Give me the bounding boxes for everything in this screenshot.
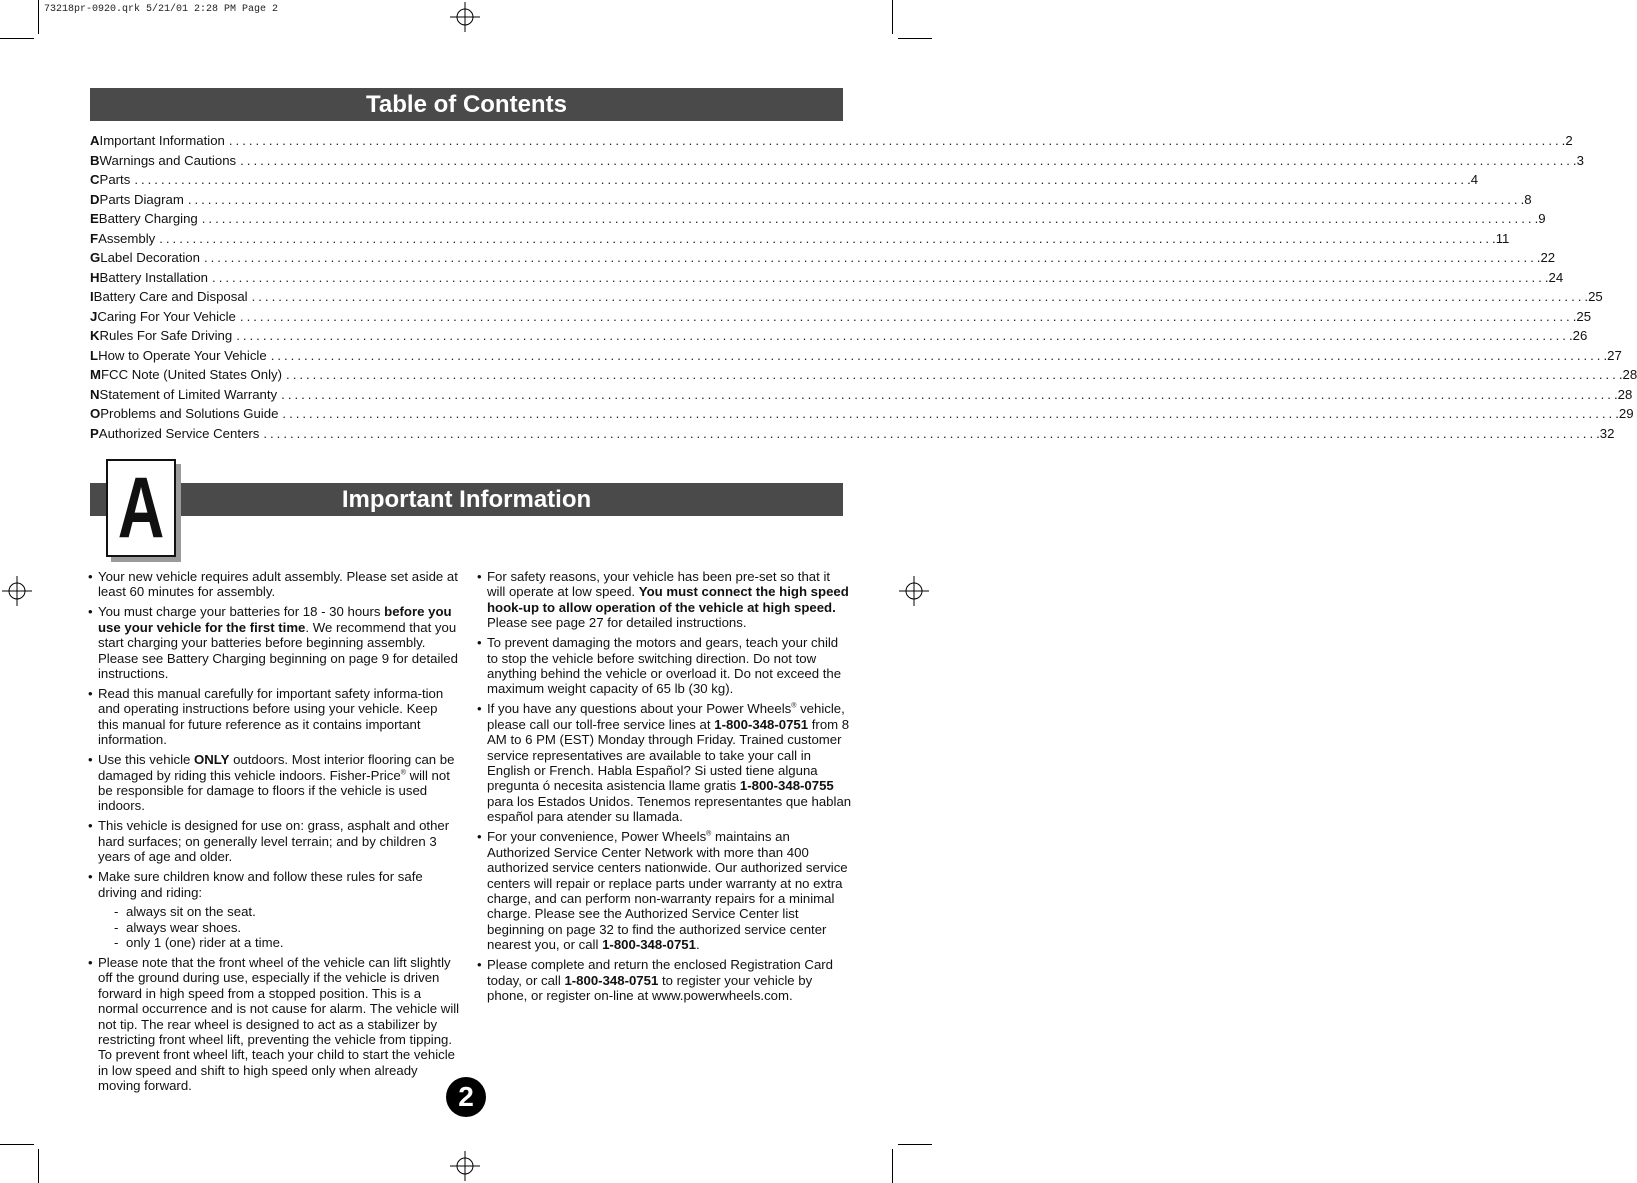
registration-mark-icon (450, 1151, 480, 1181)
toc-page: .26 (1568, 328, 1588, 343)
toc-letter: I (90, 289, 94, 304)
toc-title: Warnings and Cautions (99, 152, 237, 168)
toc-page: .29 (1615, 406, 1634, 421)
page-number-badge: 2 (446, 1077, 486, 1117)
toc-title: Important Information (99, 133, 225, 148)
toc-title: Parts (99, 172, 131, 187)
toc-title: FCC Note (United States Only) (101, 367, 283, 382)
toc-title: How to Operate Your Vehicle (98, 347, 267, 363)
toc-row (90, 250, 1556, 270)
toc-leader-dots: ........................................................................................................................................................................................................ (282, 406, 1616, 421)
toc-title: Parts Diagram (99, 191, 184, 207)
section-letter: A (117, 460, 165, 556)
toc-page: .9 (1534, 211, 1546, 226)
list-item: • For your convenience, Power Wheels® maintains an Authorized Service Center Network with more than 400 authorized service centers nationwide. Our authorized service centers will repair or replace parts under warranty at no extra charge, and can perform non-warranty repairs for a minimal charge. Please see the Authorized Service Center list beginning on page 32 to find the authorized service center nearest you, or call 1-800-348-0751. (477, 829, 852, 952)
crop-mark (898, 38, 932, 39)
toc-title: Assembly (98, 230, 156, 246)
toc-letter: B (90, 152, 100, 168)
toc-leader-dots: ........................................................................................................................................................................................................ (251, 289, 1585, 304)
list-item: • This vehicle is designed for use on: grass, asphalt and other hard surfaces; on generally level terrain; and by children 3 years of age and older. (88, 818, 460, 864)
toc-row (90, 172, 1479, 192)
toc-leader-dots: ........................................................................................................................................................................................................ (228, 133, 1562, 148)
left-column (88, 569, 460, 1098)
toc-letter: K (90, 328, 100, 343)
toc-leader-dots: ........................................................................................................................................................................................................ (240, 152, 1573, 168)
toc-letter: C (90, 172, 100, 187)
crop-mark (0, 1144, 34, 1145)
toc-letter: M (90, 367, 101, 382)
rule-item: - always wear shoes. (114, 920, 460, 935)
toc-row (90, 289, 1603, 309)
toc-list (90, 133, 1637, 445)
toc-letter: N (90, 386, 100, 402)
toc-letter: F (90, 230, 99, 246)
toc-row (90, 406, 1634, 426)
toc-row (90, 386, 1633, 407)
toc-leader-dots: ........................................................................................................................................................................................................ (236, 328, 1569, 343)
toc-leader-dots: ........................................................................................................................................................................................................ (270, 347, 1604, 363)
crop-mark (892, 1149, 893, 1183)
toc-title: Authorized Service Centers (98, 425, 260, 441)
toc-title: Problems and Solutions Guide (100, 406, 279, 421)
list-item: • Your new vehicle requires adult assembly. Please set aside at least 60 minutes for assembly. (88, 569, 460, 600)
list-item: • To prevent damaging the motors and gears, teach your child to stop the vehicle before switching direction. Do not tow anything behind the vehicle or overload it. Do not exceed the maximum weight capacity of 65 lb (30 kg). (477, 635, 852, 697)
toc-leader-dots: ........................................................................................................................................................................................................ (281, 386, 1614, 402)
registration-mark-icon (450, 2, 480, 32)
toc-title: Battery Installation (99, 269, 209, 285)
toc-page: .11 (1492, 230, 1510, 246)
right-column (477, 569, 852, 1008)
registration-mark-icon (2, 576, 32, 606)
list-item: • If you have any questions about your Power Wheels® vehicle, please call our toll-free service lines at 1-800-348-0751 from 8 AM to 6 PM (EST) Monday through Friday. Trained customer service representatives are available to take your call in English or French. Habla Español? Si usted tiene alguna pregunta ó necesita asistencia llame gratis 1-800-348-0755 para los Estados Unidos. Tenemos representantes que hablan español para atender su llamada. (477, 701, 852, 824)
toc-row (90, 347, 1622, 368)
toc-title: Caring For Your Vehicle (97, 308, 236, 324)
toc-leader-dots: ........................................................................................................................................................................................................ (134, 172, 1468, 187)
crop-mark (38, 1149, 39, 1183)
toc-letter: P (90, 425, 99, 441)
toc-row (90, 152, 1584, 173)
toc-page: .28 (1618, 367, 1637, 382)
toc-page: .28 (1613, 386, 1633, 402)
crop-mark (898, 1144, 932, 1145)
toc-title: Battery Care and Disposal (93, 289, 248, 304)
toc-page: .22 (1536, 250, 1556, 265)
toc-leader-dots: ........................................................................................................................................................................................................ (239, 308, 1573, 324)
rule-item: - only 1 (one) rider at a time. (114, 935, 460, 950)
list-item: • Read this manual carefully for important safety informa-tion and operating instructions before using your vehicle. Keep this manual for future reference as it contains important information. (88, 686, 460, 748)
registration-mark-icon (899, 576, 929, 606)
crop-mark (38, 0, 39, 34)
list-item: • Please complete and return the enclosed Registration Card today, or call 1-800-348-0751 to register your vehicle by phone, or register on-line at www.powerwheels.com. (477, 957, 852, 1003)
toc-page: .32 (1596, 425, 1615, 441)
toc-row (90, 269, 1564, 290)
print-slug: 73218pr-0920.qrk 5/21/01 2:28 PM Page 2 (44, 4, 279, 15)
toc-row (90, 211, 1546, 231)
toc-page: .25 (1572, 308, 1592, 324)
toc-letter: D (90, 191, 100, 207)
toc-page: .2 (1561, 133, 1573, 148)
toc-row (90, 230, 1510, 251)
toc-page: .3 (1572, 152, 1584, 168)
toc-letter: J (90, 308, 98, 324)
toc-letter: H (90, 269, 100, 285)
list-item: • You must charge your batteries for 18 - 30 hours before you use your vehicle for the first time. We recommend that you start charging your batteries before beginning assembly. Please see Battery Charging beginning on page 9 for detailed instructions. (88, 604, 460, 681)
toc-page: .4 (1467, 172, 1479, 187)
list-item: • For safety reasons, your vehicle has been pre-set so that it will operate at low speed. You must connect the high speed hook-up to allow operation of the vehicle at high speed. Please see page 27 for detailed instructions. (477, 569, 852, 631)
section-heading-text: Important Information (341, 486, 592, 513)
toc-title: Statement of Limited Warranty (99, 386, 278, 402)
rule-item: - always sit on the seat. (114, 904, 460, 919)
toc-page: .25 (1584, 289, 1603, 304)
toc-leader-dots: ........................................................................................................................................................................................................ (203, 250, 1537, 265)
toc-row (90, 328, 1588, 348)
toc-title: Rules For Safe Driving (99, 328, 233, 343)
toc-page: .24 (1544, 269, 1564, 285)
list-item: • Please note that the front wheel of the vehicle can lift slightly off the ground during use, especially if the vehicle is driven forward in high speed from a stopped position. This is a normal occurrence and is not cause for alarm. The vehicle will not tip. The rear wheel is designed to act as a stabilizer by restricting front wheel lift, preventing the vehicle from tipping. To prevent front wheel lift, teach your child to start the vehicle in low speed and shift to high speed only when already moving forward. (88, 955, 460, 1094)
toc-leader-dots: ........................................................................................................................................................................................................ (187, 191, 1521, 207)
crop-mark (892, 0, 893, 34)
toc-leader-dots: ........................................................................................................................................................................................................ (201, 211, 1535, 226)
section-heading (90, 483, 843, 516)
toc-title: Battery Charging (98, 211, 198, 226)
toc-letter: L (90, 347, 99, 363)
list-item: • Use this vehicle ONLY outdoors. Most interior flooring can be damaged by riding this vehicle indoors. Fisher-Price® will not be responsible for damage to floors if the vehicle is used indoors. (88, 752, 460, 814)
section-letter-box (106, 459, 176, 557)
toc-row (90, 191, 1532, 212)
toc-title: Label Decoration (100, 250, 200, 265)
toc-page: .8 (1520, 191, 1532, 207)
toc-leader-dots: ........................................................................................................................................................................................................ (159, 230, 1493, 246)
toc-letter: O (90, 406, 101, 421)
toc-page: .27 (1603, 347, 1622, 363)
toc-row (90, 308, 1592, 329)
toc-row (90, 425, 1615, 446)
toc-heading: Table of Contents (90, 88, 843, 121)
list-item: • Make sure children know and follow these rules for safe driving and riding: - always sit on the seat. - always wear shoes. - only 1 (one) rider at a time. (88, 869, 460, 950)
toc-leader-dots: ........................................................................................................................................................................................................ (286, 367, 1619, 382)
toc-letter: A (90, 133, 100, 148)
toc-leader-dots: ........................................................................................................................................................................................................ (212, 269, 1545, 285)
toc-letter: E (90, 211, 99, 226)
crop-mark (0, 38, 34, 39)
toc-letter: G (90, 250, 101, 265)
toc-leader-dots: ........................................................................................................................................................................................................ (263, 425, 1597, 441)
toc-row (90, 367, 1637, 387)
rules-list (88, 904, 460, 950)
toc-row (90, 133, 1573, 153)
